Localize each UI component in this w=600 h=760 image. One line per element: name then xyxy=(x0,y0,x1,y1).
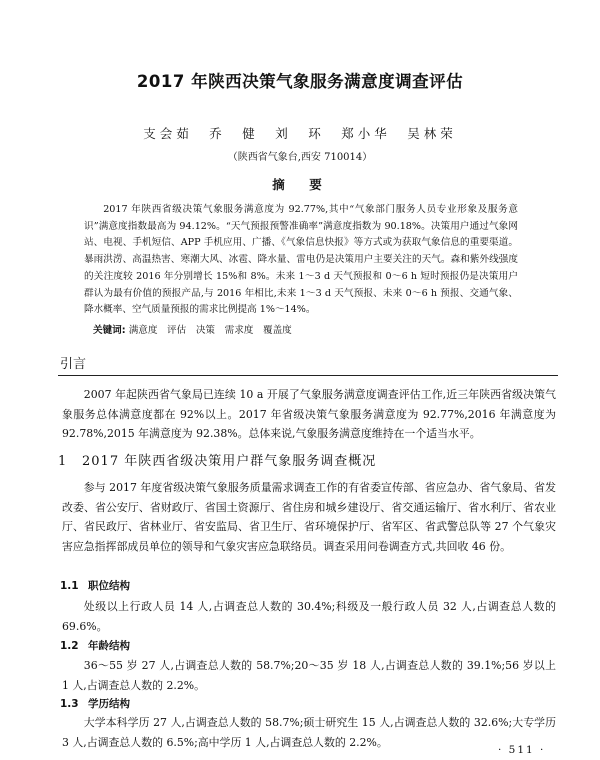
subsection-1-1-heading xyxy=(60,578,130,593)
subsection-1-1-paragraph: 处级以上行政人员 14 人,占调查总人数的 30.4%;科级及一般行政人员 32 人,占调查总人数的 69.6%。 xyxy=(62,600,556,633)
section-1-title: 2017 年陕西省级决策用户群气象服务调查概况 xyxy=(82,454,377,469)
subsection-1-1-title: 职位结构 xyxy=(88,580,130,592)
subsection-1-3-heading xyxy=(60,696,130,711)
survey-paragraph: 参与 2017 年度省级决策气象服务质量需求调查工作的有省委宣传部、省应急办、省气象局、省发改委、省公安厅、省财政厅、省国土资源厅、省住房和城乡建设厅、省交通运输厅、省水利厅、省农业厅、省民政厅、省林业厅、省安监局、省卫生厅、省环境保护厅、省军区、省武警总队等 27 个气象灾害应急指挥部成员单位的领导和气象灾害应急联络员。调查采用问卷调查方式,共回收 46 份。 xyxy=(62,481,556,553)
subsection-1-1-number: 1.1 xyxy=(60,580,79,592)
subsection-1-3-paragraph: 大学本科学历 27 人,占调查总人数的 58.7%;硕士研究生 15 人,占调查总人数的 32.6%;大专学历 3 人,占调查总人数的 6.5%;高中学历 1 人,占调查总人数的 2.2%。 xyxy=(62,716,556,749)
section-1-heading xyxy=(58,450,376,469)
subsection-1-2-heading xyxy=(60,638,130,653)
intro-paragraph: 2007 年起陕西省气象局已连续 10 a 开展了气象服务满意度调查评估工作,近三年陕西省级决策气象服务总体满意度都在 92%以上。2017 年省级决策气象服务满意度为 92.77%,2016 年满意度为 92.78%,2015 年满意度为 92.38%。总体来说,气象服务满意度维持在一个适当水平。 xyxy=(62,388,556,440)
subsection-1-2-title: 年龄结构 xyxy=(88,640,130,652)
intro-heading: 引言 xyxy=(60,357,87,372)
abstract-text: 2017 年陕西省级决策气象服务满意度为 92.77%,其中“气象部门服务人员专业形象及服务意识”满意度指数最高为 94.12%。“天气预报预警准确率”满意度指数为 90.18%。决策用户通过气象网站、电视、手机短信、APP 手机应用、广播、《气象信息快报》等方式或为获取气象信息的重要渠道。暴雨洪涝、高温热害、寒潮大风、冰雹、降水量、雷电仍是决策用户主要关注的天气。森和紫外线强度的关注度较 2016 年分别增长 15%和 8%。未来 1～3 d 天气预报和 0～6 h 短时预报仍是决策用户群认为最有价值的预报产品,与 2016 年相比,未来 1～3 d 天气预报、未来 0～6 h 预报、交通气象、降水概率、空气质量预报的需求比例提高 1%～14%。 xyxy=(84,204,518,316)
section-divider xyxy=(58,375,558,376)
keywords xyxy=(93,322,523,336)
subsection-1-2-number: 1.2 xyxy=(60,640,79,652)
paper-title: 2017 年陕西决策气象服务满意度调查评估 xyxy=(136,72,464,91)
author-list: 支会茹 乔 健 刘 环 郑小华 吴林荣 xyxy=(143,126,457,141)
section-1-number: 1 xyxy=(58,454,68,469)
keywords-label: 关键词: xyxy=(93,325,126,336)
abstract-heading: 摘 要 xyxy=(272,177,328,192)
page-number: · 511 · xyxy=(498,744,546,756)
subsection-1-3-title: 学历结构 xyxy=(88,698,130,710)
author-affiliation: （陕西省气象台,西安 710014） xyxy=(227,152,373,163)
subsection-1-3-number: 1.3 xyxy=(60,698,79,710)
subsection-1-2-paragraph: 36～55 岁 27 人,占调查总人数的 58.7%;20～35 岁 18 人,占调查总人数的 39.1%;56 岁以上 1 人,占调查总人数的 2.2%。 xyxy=(62,659,556,692)
keywords-text: 满意度 评估 决策 需求度 覆盖度 xyxy=(128,325,292,336)
